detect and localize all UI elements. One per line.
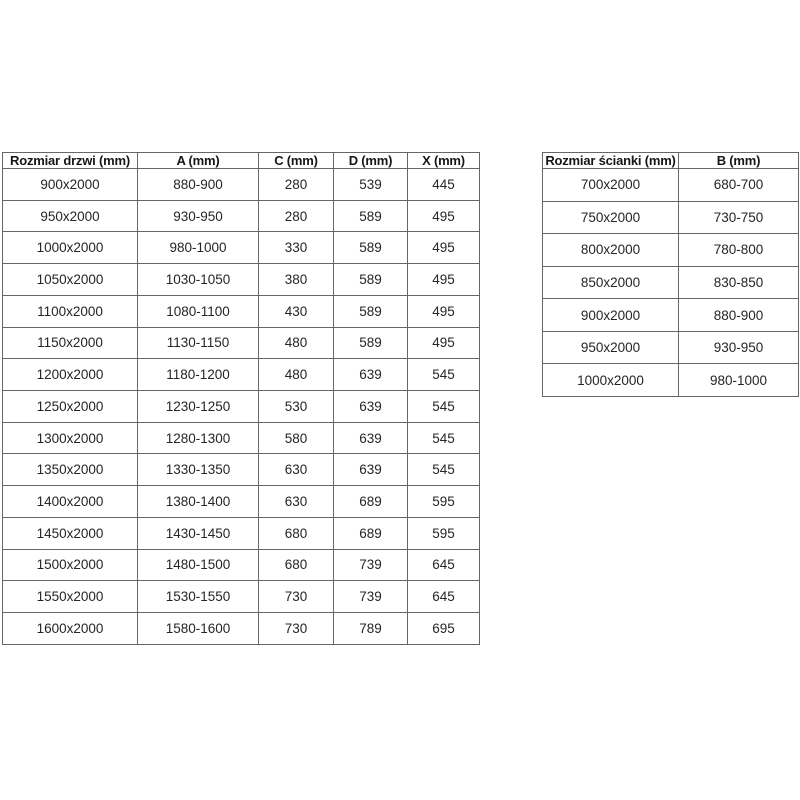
table-row <box>3 295 480 327</box>
table-cell: 589 <box>334 200 408 232</box>
table-cell: 880-900 <box>679 299 799 332</box>
table-cell: 430 <box>259 295 334 327</box>
table-cell: 1600x2000 <box>3 613 138 645</box>
table-cell: 930-950 <box>679 331 799 364</box>
table-cell: 589 <box>334 232 408 264</box>
table-cell: 980-1000 <box>138 232 259 264</box>
table-cell: 495 <box>408 232 480 264</box>
table-row <box>3 549 480 581</box>
table-row <box>543 299 799 332</box>
table-cell: 680 <box>259 517 334 549</box>
table-row <box>3 264 480 296</box>
table-cell: 1350x2000 <box>3 454 138 486</box>
table-cell: 495 <box>408 327 480 359</box>
table-cell: 880-900 <box>138 169 259 201</box>
table-cell: 495 <box>408 200 480 232</box>
table-cell: 380 <box>259 264 334 296</box>
table-cell: 639 <box>334 454 408 486</box>
table-cell: 539 <box>334 169 408 201</box>
table-cell: 689 <box>334 486 408 518</box>
table-row <box>3 232 480 264</box>
table-row <box>3 613 480 645</box>
table-cell: 980-1000 <box>679 364 799 397</box>
table-row <box>543 364 799 397</box>
table-cell: 280 <box>259 169 334 201</box>
table-cell: 1030-1050 <box>138 264 259 296</box>
header-cell: A (mm) <box>138 153 259 169</box>
table-cell: 1200x2000 <box>3 359 138 391</box>
table-cell: 1430-1450 <box>138 517 259 549</box>
header-cell: X (mm) <box>408 153 480 169</box>
table-cell: 900x2000 <box>3 169 138 201</box>
table-cell: 850x2000 <box>543 266 679 299</box>
table-cell: 545 <box>408 359 480 391</box>
table-cell: 1100x2000 <box>3 295 138 327</box>
table-row <box>543 234 799 267</box>
table-cell: 1530-1550 <box>138 581 259 613</box>
wall-size-table <box>542 152 799 397</box>
table-cell: 1330-1350 <box>138 454 259 486</box>
table-row <box>543 169 799 202</box>
header-cell: D (mm) <box>334 153 408 169</box>
table-cell: 1300x2000 <box>3 422 138 454</box>
table-cell: 730-750 <box>679 201 799 234</box>
table-cell: 780-800 <box>679 234 799 267</box>
table-cell: 589 <box>334 295 408 327</box>
table-cell: 595 <box>408 517 480 549</box>
table-cell: 1000x2000 <box>543 364 679 397</box>
table-cell: 1180-1200 <box>138 359 259 391</box>
table-cell: 495 <box>408 295 480 327</box>
table-cell: 1000x2000 <box>3 232 138 264</box>
table-cell: 545 <box>408 391 480 423</box>
table-row <box>543 201 799 234</box>
table-cell: 280 <box>259 200 334 232</box>
table-cell: 900x2000 <box>543 299 679 332</box>
table-cell: 645 <box>408 581 480 613</box>
table-row <box>3 327 480 359</box>
table-cell: 1250x2000 <box>3 391 138 423</box>
table-cell: 1550x2000 <box>3 581 138 613</box>
table-cell: 739 <box>334 549 408 581</box>
table-cell: 580 <box>259 422 334 454</box>
table-cell: 739 <box>334 581 408 613</box>
table-cell: 530 <box>259 391 334 423</box>
table-row <box>3 422 480 454</box>
table-row <box>3 359 480 391</box>
table-cell: 480 <box>259 359 334 391</box>
table-cell: 1450x2000 <box>3 517 138 549</box>
table-cell: 730 <box>259 581 334 613</box>
table-cell: 1400x2000 <box>3 486 138 518</box>
table-cell: 950x2000 <box>543 331 679 364</box>
table-cell: 1050x2000 <box>3 264 138 296</box>
table-cell: 589 <box>334 264 408 296</box>
table-row <box>3 169 480 201</box>
table-row <box>3 391 480 423</box>
table-cell: 750x2000 <box>543 201 679 234</box>
header-cell: B (mm) <box>679 153 799 169</box>
header-cell: Rozmiar ścianki (mm) <box>543 153 679 169</box>
table-cell: 639 <box>334 359 408 391</box>
table-cell: 830-850 <box>679 266 799 299</box>
table-row <box>3 200 480 232</box>
table-cell: 789 <box>334 613 408 645</box>
header-row <box>3 153 480 169</box>
header-row <box>543 153 799 169</box>
table-cell: 639 <box>334 422 408 454</box>
table-cell: 680-700 <box>679 169 799 202</box>
table-cell: 1130-1150 <box>138 327 259 359</box>
table-row <box>543 266 799 299</box>
header-cell: C (mm) <box>259 153 334 169</box>
table-cell: 639 <box>334 391 408 423</box>
table-cell: 800x2000 <box>543 234 679 267</box>
table-cell: 950x2000 <box>3 200 138 232</box>
door-size-table <box>2 152 480 645</box>
table-cell: 595 <box>408 486 480 518</box>
table-cell: 480 <box>259 327 334 359</box>
table-cell: 1500x2000 <box>3 549 138 581</box>
table-cell: 730 <box>259 613 334 645</box>
header-cell: Rozmiar drzwi (mm) <box>3 153 138 169</box>
table-cell: 689 <box>334 517 408 549</box>
table-cell: 930-950 <box>138 200 259 232</box>
table-cell: 645 <box>408 549 480 581</box>
table-cell: 445 <box>408 169 480 201</box>
table-cell: 695 <box>408 613 480 645</box>
table-cell: 700x2000 <box>543 169 679 202</box>
table-row <box>3 486 480 518</box>
table-cell: 1280-1300 <box>138 422 259 454</box>
table-cell: 330 <box>259 232 334 264</box>
table-cell: 1580-1600 <box>138 613 259 645</box>
table-row <box>3 581 480 613</box>
table-cell: 495 <box>408 264 480 296</box>
table-cell: 1150x2000 <box>3 327 138 359</box>
table-cell: 545 <box>408 422 480 454</box>
table-row <box>3 454 480 486</box>
table-cell: 630 <box>259 486 334 518</box>
table-cell: 1480-1500 <box>138 549 259 581</box>
table-cell: 589 <box>334 327 408 359</box>
table-row <box>3 517 480 549</box>
table-cell: 630 <box>259 454 334 486</box>
table-cell: 680 <box>259 549 334 581</box>
table-cell: 1230-1250 <box>138 391 259 423</box>
table-row <box>543 331 799 364</box>
table-cell: 1080-1100 <box>138 295 259 327</box>
table-cell: 1380-1400 <box>138 486 259 518</box>
table-cell: 545 <box>408 454 480 486</box>
